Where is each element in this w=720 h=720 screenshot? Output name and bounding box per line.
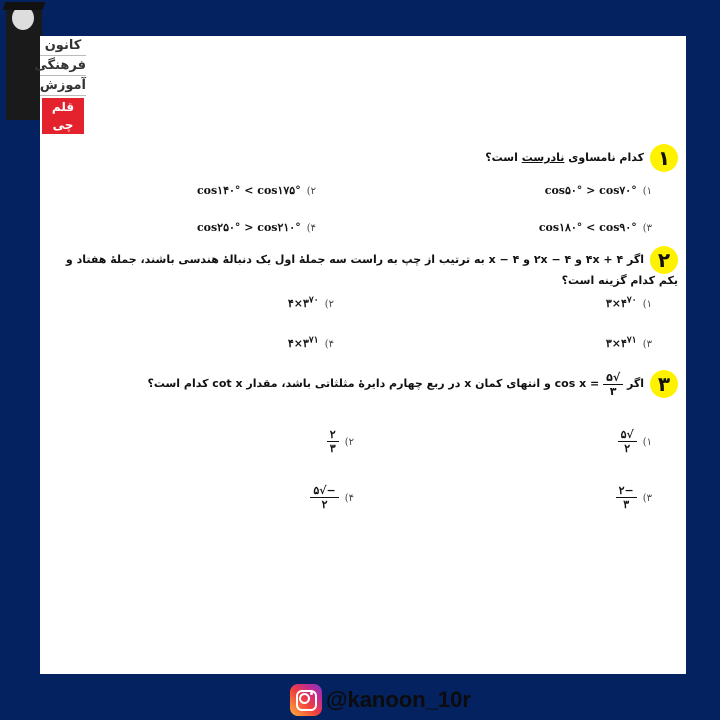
option-number: ۳) <box>642 338 652 350</box>
logo-line: فرهنگی <box>40 56 86 76</box>
denominator: ۲ <box>321 498 328 511</box>
option-exponent: ۷۱ <box>626 334 637 345</box>
option-text: ۴×۳ <box>287 336 309 350</box>
denominator: ۲ <box>624 442 631 455</box>
cos-fraction <box>603 371 623 398</box>
option-1-2[interactable] <box>197 184 316 197</box>
option-2-3[interactable] <box>606 334 652 350</box>
logo-text-panel <box>34 36 86 132</box>
option-1-3[interactable] <box>539 221 652 234</box>
instagram-icon[interactable] <box>290 684 322 716</box>
question-text: کدام نامساوی <box>564 151 644 164</box>
denominator: ۳ <box>329 442 336 455</box>
option-number: ۱) <box>642 186 652 197</box>
option-number: ۲) <box>324 298 334 310</box>
option-number: ۱) <box>642 298 652 310</box>
numerator: −۲ <box>616 484 637 498</box>
option-number: ۲) <box>344 436 354 448</box>
numerator: √۵ <box>603 371 623 385</box>
question-3 <box>147 370 678 398</box>
option-number: ۱) <box>642 436 652 448</box>
question-number-badge: ۱ <box>650 144 678 172</box>
option-number: ۴) <box>344 492 354 504</box>
question-text: اگر <box>623 377 644 390</box>
option-2-4[interactable] <box>288 334 334 350</box>
option-text: cos۱۸۰° < cos۹۰° <box>538 221 637 234</box>
logo-red-label: قلم چی <box>42 98 84 134</box>
question-text: است؟ <box>485 151 522 164</box>
option-text: cos۲۵۰° > cos۲۱۰° <box>196 221 301 234</box>
cos-expression: cos x = <box>554 377 600 390</box>
option-number: ۴) <box>324 338 334 350</box>
option-number: ۳) <box>642 492 652 504</box>
question-number-badge: ۳ <box>650 370 678 398</box>
numerator: −√۵ <box>310 484 338 498</box>
option-number: ۴) <box>306 223 316 234</box>
option-3-4[interactable] <box>310 484 354 511</box>
option-number: ۳) <box>642 223 652 234</box>
option-3-3[interactable] <box>616 484 652 511</box>
instagram-handle[interactable]: @kanoon_10r <box>326 687 471 712</box>
option-1-4[interactable] <box>197 221 316 234</box>
option-text: ۳×۴ <box>605 296 627 310</box>
logo-line: آموزش <box>40 76 86 96</box>
option-3-2[interactable] <box>327 428 354 455</box>
numerator: √۵ <box>618 428 637 442</box>
option-number: ۲) <box>306 186 316 197</box>
document-page <box>40 36 686 674</box>
option-exponent: ۷۱ <box>308 334 319 345</box>
instagram-flash <box>310 692 313 695</box>
option-exponent: ۷۰ <box>308 294 319 305</box>
question-text: اگر ۴ + ۴x و ۴ − ۲x و ۴ − x به ترتیب از چپ به راست سه جملهٔ اول یک دنبالهٔ هندسی باشند، جملهٔ هفتاد و یکم کدام گزینه است؟ <box>65 253 678 287</box>
option-exponent: ۷۰ <box>626 294 637 305</box>
option-text: cos۵۰° > cos۷۰° <box>544 184 637 197</box>
option-1-1[interactable] <box>545 184 652 197</box>
instagram-lens <box>299 693 310 704</box>
denominator: ۳ <box>609 384 617 398</box>
option-text: cos۱۴۰° < cos۱۷۵° <box>196 184 301 197</box>
option-text: ۴×۳ <box>287 296 309 310</box>
underlined-word: نادرست <box>521 151 565 164</box>
question-2 <box>48 246 678 287</box>
option-3-1[interactable] <box>618 428 652 455</box>
graduation-cap-icon <box>3 2 46 10</box>
question-text: و انتهای کمان x در ربع چهارم دایرهٔ مثلثاتی باشد، مقدار cot x کدام است؟ <box>147 377 555 390</box>
logo-line: کانون <box>40 36 86 56</box>
option-2-1[interactable] <box>606 294 652 310</box>
numerator: ۲ <box>327 428 339 442</box>
option-text: ۳×۴ <box>605 336 627 350</box>
question-number-badge: ۲ <box>650 246 678 274</box>
option-2-2[interactable] <box>288 294 334 310</box>
denominator: ۳ <box>623 498 630 511</box>
kanoon-logo <box>0 0 86 132</box>
question-1 <box>485 144 678 172</box>
